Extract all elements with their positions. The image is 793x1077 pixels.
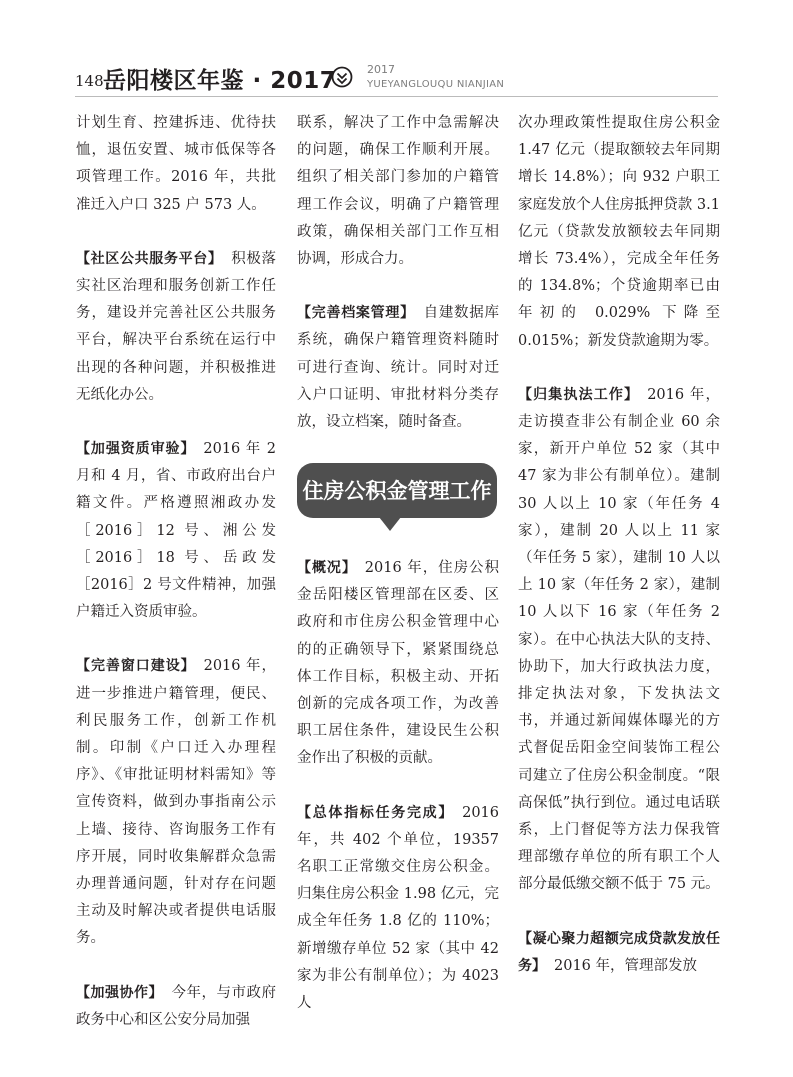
section-heading: 【凝心聚力超额完成贷款发放任务】 (518, 930, 720, 974)
section-heading: 【归集执法工作】 (518, 386, 640, 403)
paragraph-text: 2016 年，住房公积金岳阳楼区管理部在区委、区政府和市住房公积金管理中心的的正确领导下，紧紧围绕总体工作目标，积极主动、开拓创新的完成各项工作，为改善职工居住条件，建设民生公积金作出了积极的贡献。 (297, 560, 499, 767)
page-number: 148 (75, 72, 104, 90)
paragraph-gap (518, 355, 720, 382)
paragraph-text: 今年，与市政府政务中心和区公安分局加强 (76, 984, 276, 1028)
paragraph-gap (297, 773, 499, 800)
section-paragraph (76, 246, 276, 409)
running-header (0, 0, 793, 110)
paragraph-gap (518, 899, 720, 926)
section-heading: 【加强协作】 (76, 984, 163, 1001)
header-rule (75, 96, 718, 97)
section-paragraph (297, 800, 499, 1018)
header-year: 2017 (367, 63, 395, 76)
paragraph-gap (297, 273, 499, 300)
paragraph-text: 2016 年，走访摸查非公有制企业 60 余家，新开户单位 52 家（其中 47 家为非公有制单位）。建制 30 人以上 10 家（年任务 4 家），建制 20 人以上 11 家（年任务 5 家），建制 10 人以上 10 家（年任务 2 家），建制 10 人以下 16 家（年任务 2 家）。在中心执法大队的支持、协助下，加大行政执法力度，排定执法对象，下发执法文书，并通过新闻媒体曝光的方式督促岳阳金空间装饰工程公司建立了住房公积金制度。“限高保低”执行到位。通过电话联系，上门督促等方法力保我管理部缴存单位的所有职工个人部分最低缴交额不低于 75 元。 (518, 386, 720, 893)
paragraph-text: 自建数据库系统，确保户籍管理资料随时可进行查询、统计。同时对迁入户口证明、审批材料分类存放，设立档案，随时备查。 (297, 305, 500, 431)
section-heading: 【总体指标任务完成】 (297, 804, 455, 821)
section-heading: 【完善档案管理】 (297, 305, 415, 322)
section-paragraph (518, 382, 720, 899)
column-1 (76, 110, 276, 1034)
body-paragraph (518, 110, 720, 355)
section-paragraph (297, 300, 499, 436)
section-paragraph (297, 555, 499, 773)
arrow-circle-icon (331, 66, 353, 88)
section-heading: 【概况】 (297, 560, 357, 576)
paragraph-text: 2016 年，管理部发放 (554, 957, 698, 974)
paragraph-gap (76, 219, 276, 246)
banner-pointer (379, 517, 401, 531)
paragraph-text: 积极落实社区治理和服务创新工作任务，建设并完善社区公共服务平台，解决平台系统在运行中出现的各种问题，并积极推进无纸化办公。 (76, 250, 277, 403)
paragraph-text: 2016 年 2 月和 4 月，省、市政府出台户籍文件。严格遵照湘政办发［2016］12 号、湘公发［2016］18 号、岳政发［2016］2 号文件精神，加强户籍迁入资质审验。 (76, 441, 276, 621)
section-banner (297, 455, 497, 535)
paragraph-text: 2016 年，共 402 个单位，19357 名职工正常缴交住房公积金。归集住房公积金 1.98 亿元，完成全年任务 1.8 亿的 110%；新增缴存单位 52 家（其中 42 家为非公有制单位）；为 4023 人 (297, 804, 499, 1012)
column-2-top (297, 110, 499, 436)
body-paragraph (297, 110, 499, 273)
section-paragraph (518, 926, 720, 980)
section-heading: 【加强资质审验】 (76, 441, 196, 458)
column-2-bottom (297, 555, 499, 1017)
paragraph-text: 联系，解决了工作中急需解决的问题，确保工作顺利开展。组织了相关部门参加的户籍管理工作会议，明确了户籍管理政策，确保相关部门工作互相协调，形成合力。 (297, 115, 499, 268)
paragraph-gap (76, 953, 276, 980)
section-paragraph (76, 653, 276, 952)
banner-title: 住房公积金管理工作 (302, 478, 492, 503)
paragraph-text: 2016 年，进一步推进户籍管理，便民、利民服务工作，创新工作机制。印制《户口迁入办理程序》、《审批证明材料需知》等宣传资料，做到办事指南公示上墙、接待、咨询服务工作有序开展，同时收集解群众急需办理普通问题，针对存在问题主动及时解决或者提供电话服务。 (76, 658, 277, 947)
column-3 (518, 110, 720, 980)
section-paragraph (76, 436, 276, 626)
paragraph-text: 次办理政策性提取住房公积金 1.47 亿元（提取额较去年同期增长 14.8%）；向 932 户职工家庭发放个人住房抵押贷款 3.1 亿元（贷款发放额较去年同期增长 73.4%），完成全年任务的 134.8%；个贷逾期率已由年初的 0.029% 下降至 0.015%；新发贷款逾期为零。 (518, 115, 720, 349)
paragraph-gap (76, 409, 276, 436)
section-heading: 【社区公共服务平台】 (76, 250, 223, 267)
header-pinyin: YUEYANGLOUQU NIANJIAN (367, 79, 505, 90)
paragraph-gap (76, 626, 276, 653)
section-heading: 【完善窗口建设】 (76, 658, 196, 675)
paragraph-text: 计划生育、控建拆违、优待扶恤，退伍安置、城市低保等各项管理工作。2016 年，共批准迁入户口 325 户 573 人。 (76, 115, 276, 213)
yearbook-title: 岳阳楼区年鉴 · 2017 (103, 68, 337, 94)
section-paragraph (76, 980, 276, 1034)
body-paragraph (76, 110, 276, 219)
